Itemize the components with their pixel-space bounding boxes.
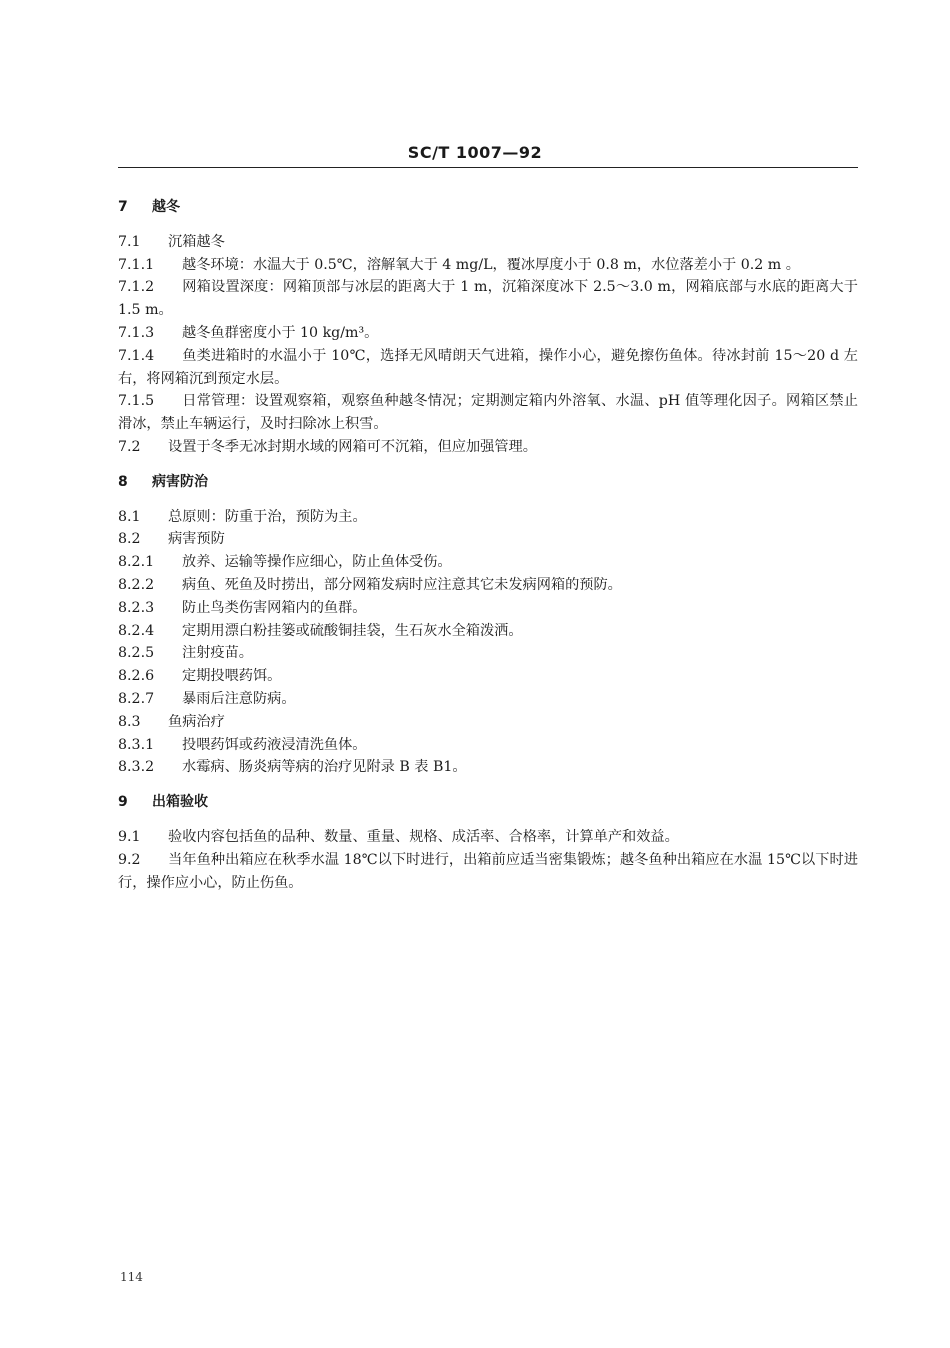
clause-8-2-6: 8.2.6 定期投喂药饵。: [118, 668, 282, 685]
clause-8-2-2: 8.2.2 病鱼、死鱼及时捞出，部分网箱发病时应注意其它未发病网箱的预防。: [118, 576, 622, 593]
header-rule: [118, 167, 858, 168]
clause-7-1-3: 7.1.3 越冬鱼群密度小于 10 kg/m³。: [118, 324, 379, 341]
clause-7-2: 7.2 设置于冬季无冰封期水域的网箱可不沉箱，但应加强管理。: [118, 438, 537, 455]
clause-7-1-2: 7.1.2 网箱设置深度：网箱顶部与冰层的距离大于 1 m，沉箱深度冰下 2.5～3.0 m，网箱底部与水底的距离大于 1.5 m。: [118, 279, 858, 319]
clause-7-1-5: 7.1.5 日常管理：设置观察箱，观察鱼种越冬情况；定期测定箱内外溶氧、水温、pH 值等理化因子。网箱区禁止滑冰，禁止车辆运行，及时扫除冰上积雪。: [118, 393, 858, 433]
page-number: 114: [120, 1270, 143, 1284]
clause-8-3-1: 8.3.1 投喂药饵或药液浸清洗鱼体。: [118, 736, 367, 753]
clause-7-1: 7.1 沉箱越冬: [118, 233, 225, 250]
clause-8-3: 8.3 鱼病治疗: [118, 713, 225, 730]
clause-8-2-1: 8.2.1 放养、运输等操作应细心，防止鱼体受伤。: [118, 554, 452, 571]
clause-8-2-4: 8.2.4 定期用漂白粉挂篓或硫酸铜挂袋，生石灰水全箱泼洒。: [118, 622, 523, 639]
clause-7-1-1: 7.1.1 越冬环境：水温大于 0.5℃，溶解氧大于 4 mg/L，覆冰厚度小于 0.8 m，水位落差小于 0.2 m 。: [118, 256, 800, 273]
section-8-heading: 8 病害防治: [118, 473, 208, 490]
clause-8-3-2: 8.3.2 水霉病、肠炎病等病的治疗见附录 B 表 B1。: [118, 759, 467, 776]
standard-code: SC/T 1007—92: [407, 143, 543, 162]
clause-8-1: 8.1 总原则：防重于治，预防为主。: [118, 508, 367, 525]
section-9-heading: 9 出箱验收: [118, 794, 208, 811]
clause-7-1-4: 7.1.4 鱼类进箱时的水温小于 10℃，选择无风晴朗天气进箱，操作小心，避免擦伤鱼体。待冰封前 15～20 d 左右，将网箱沉到预定水层。: [118, 347, 858, 387]
section-7-heading: 7 越冬: [118, 199, 180, 215]
clause-8-2-7: 8.2.7 暴雨后注意防病。: [118, 690, 296, 707]
clause-9-1: 9.1 验收内容包括鱼的品种、数量、重量、规格、成活率、合格率，计算单产和效益。: [118, 828, 679, 845]
clause-8-2-3: 8.2.3 防止鸟类伤害网箱内的鱼群。: [118, 599, 367, 616]
clause-8-2-5: 8.2.5 注射疫苗。: [118, 645, 253, 662]
clause-8-2: 8.2 病害预防: [118, 531, 225, 548]
clause-9-2: 9.2 当年鱼种出箱应在秋季水温 18℃以下时进行，出箱前应适当密集锻炼；越冬鱼种出箱应在水温 15℃以下时进行，操作应小心，防止伤鱼。: [118, 851, 858, 891]
document-body: [118, 196, 858, 894]
